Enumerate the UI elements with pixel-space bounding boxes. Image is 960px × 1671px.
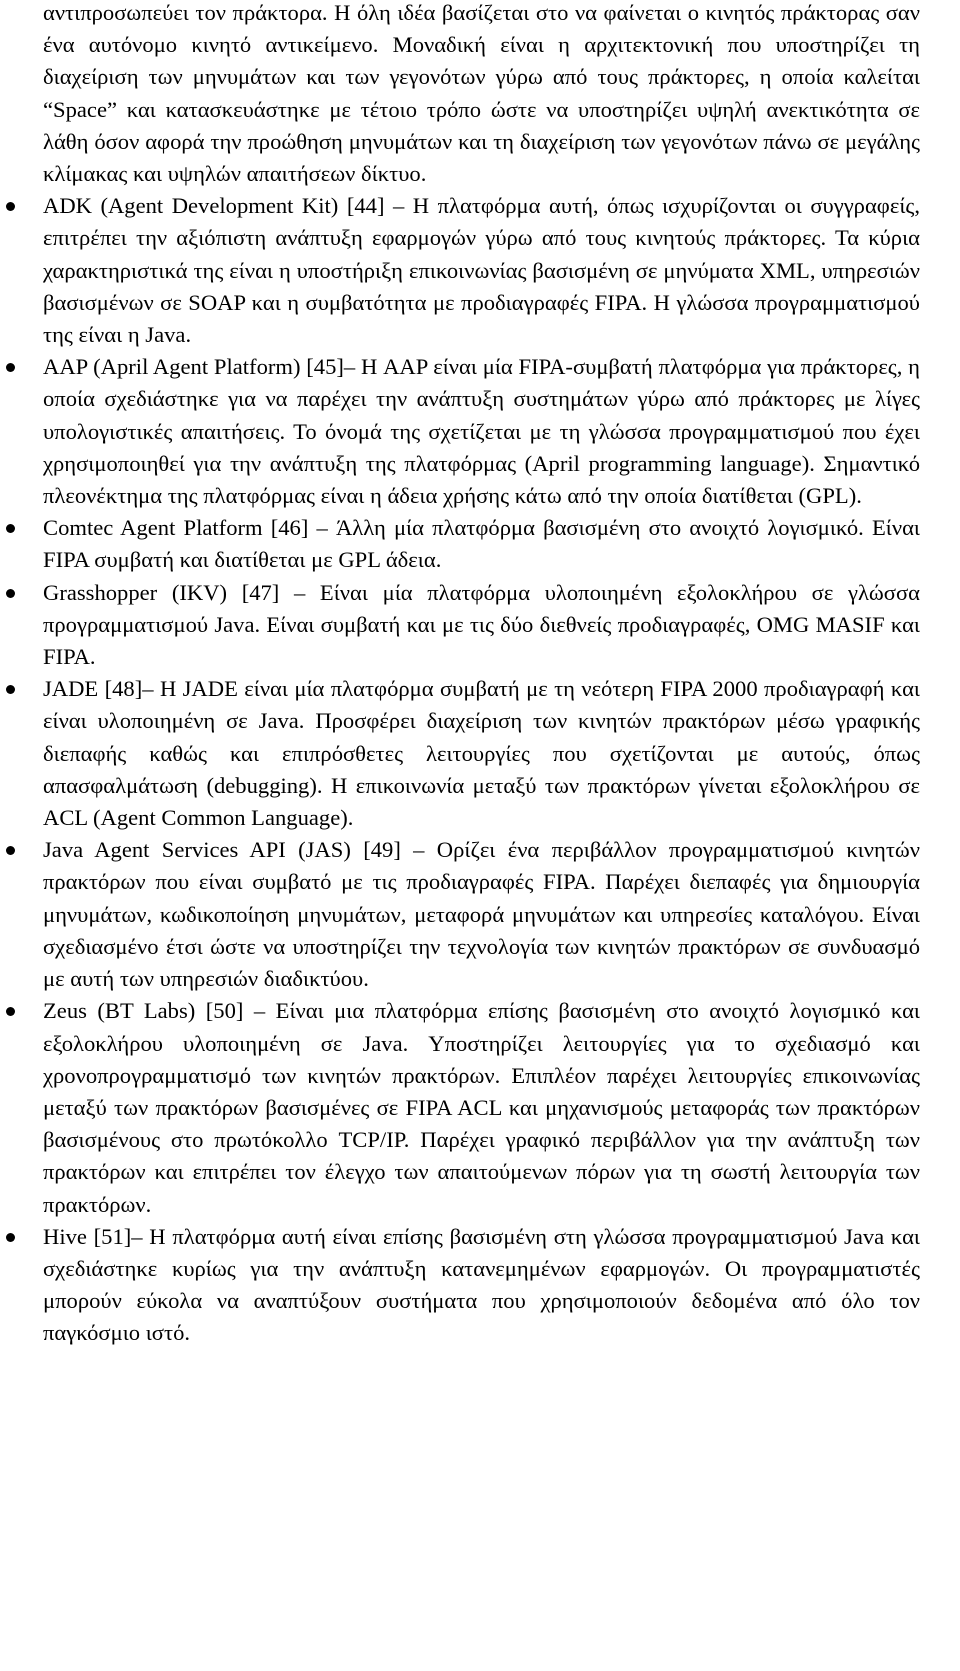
platform-list [0,190,920,1349]
bullet-icon [6,846,15,855]
bullet-icon [6,1007,15,1016]
bullet-icon [6,524,15,533]
intro-paragraph: αντιπροσωπεύει τον πράκτορα. Η όλη ιδέα βασίζεται στο να φαίνεται ο κινητός πράκτορας σαν ένα αυτόνομο κινητό αντικείμενο. Μοναδική είναι η αρχιτεκτονική που υποστηρίζει τη διαχείριση των μηνυμάτων και των γεγονότων γύρω από τους πράκτορες, η οποία καλείται “Space” και κατασκευάστηκε με τέτοιο τρόπο ώστε να υποστηρίζει υψηλή ανεκτικότητα σε λάθη όσον αφορά την προώθηση μηνυμάτων και τη διαχείριση των γεγονότων πάνω σε μεγάλης κλίμακας και υψηλών απαιτήσεων δίκτυο. [43,0,920,187]
list-item-zeus [43,995,920,1220]
bullet-icon [6,685,15,694]
list-item-text: Zeus (BT Labs) [50] – Είναι μια πλατφόρμα επίσης βασισμένη στο ανοιχτό λογισμικό και εξολοκλήρου υλοποιημένη σε Java. Υποστηρίζει λειτουργίες για το σχεδιασμό και χρονοπρογραμματισμό των κινητών πρακτόρων. Επιπλέον παρέχει λειτουργίες επικοινωνίας μεταξύ των πρακτόρων βασισμένες σε FIPA ACL και μηχανισμούς μεταφοράς των πρακτόρων βασισμένους στο πρωτόκολλο TCP/IP. Παρέχει γραφικό περιβάλλον για την ανάπτυξη των πρακτόρων και επιτρέπει τον έλεγχο των απαιτούμενων πόρων για τη σωστή λειτουργία των πρακτόρων. [43,998,920,1217]
bullet-icon [6,202,15,211]
list-item-text: ADK (Agent Development Kit) [44] – Η πλατφόρμα αυτή, όπως ισχυρίζονται οι συγγραφείς, επιτρέπει την αξιόπιστη ανάπτυξη εφαρμογών γύρω από τους κινητούς πράκτορες. Τα κύρια χαρακτηριστικά της είναι η υποστήριξη επικοινωνίας βασισμένη σε μηνύματα XML, υπηρεσιών βασισμένων σε SOAP και η συμβατότητα με προδιαγραφές FIPA. Η γλώσσα προγραμματισμού της είναι η Java. [43,193,920,348]
list-item-text: Java Agent Services API (JAS) [49] – Ορίζει ένα περιβάλλον προγραμματισμού κινητών πρακτόρων που είναι συμβατό με τις προδιαγραφές FIPA. Παρέχει διεπαφές για δημιουργία μηνυμάτων, κωδικοποίηση μηνυμάτων, μεταφορά μηνυμάτων και υπηρεσίες καταλόγου. Είναι σχεδιασμένο έτσι ώστε να υποστηρίζει την τεχνολογία των κινητών πρακτόρων σε συνδυασμό με αυτή των υπηρεσιών διαδικτύου. [43,837,920,992]
list-item-adk [43,190,920,351]
list-item-comtec [43,512,920,576]
list-item-text: JADE [48]– Η JADE είναι μία πλατφόρμα συμβατή με τη νεότερη FIPA 2000 προδιαγραφή και είναι υλοποιημένη σε Java. Προσφέρει διαχείριση των κινητών πρακτόρων μέσω γραφικής διεπαφής καθώς και επιπρόσθετες λειτουργίες που σχετίζονται με αυτούς, όπως απασφαλμάτωση (debugging). Η επικοινωνία μεταξύ των πρακτόρων γίνεται εξολοκλήρου σε ACL (Agent Common Language). [43,676,920,831]
list-item-text: AAP (April Agent Platform) [45]– Η AAP είναι μία FIPA-συμβατή πλατφόρμα για πράκτορες, η οποία σχεδιάστηκε για να παρέχει την ανάπτυξη συστημάτων γύρω από πράκτορες με λίγες υπολογιστικές απαιτήσεις. Το όνομά της σχετίζεται με τη γλώσσα προγραμματισμού που έχει χρησιμοποιηθεί για την ανάπτυξη της πλατφόρμας (April programming language). Σημαντικό πλεονέκτημα της πλατφόρμας είναι η άδεια χρήσης κάτω από την οποία διατίθεται (GPL). [43,354,920,509]
list-item-text: Hive [51]– Η πλατφόρμα αυτή είναι επίσης βασισμένη στη γλώσσα προγραμματισμού Java και σχεδιάστηκε κυρίως για την ανάπτυξη κατανεμημένων εφαρμογών. Οι προγραμματιστές μπορούν εύκολα να αναπτύξουν συστήματα που χρησιμοποιούν δεδομένα από όλο τον παγκόσμιο ιστό. [43,1223,920,1346]
list-item-hive [43,1221,920,1350]
list-item-aap [43,351,920,512]
list-item-grasshopper [43,577,920,674]
list-item-jas [43,834,920,995]
list-item-text: Grasshopper (IKV) [47] – Είναι μία πλατφόρμα υλοποιημένη εξολοκλήρου σε γλώσσα προγραμματισμού Java. Είναι συμβατή και με τις δύο διεθνείς προδιαγραφές, OMG MASIF και FIPA. [43,579,920,670]
list-item-jade [43,673,920,834]
bullet-icon [6,1233,15,1242]
bullet-icon [6,363,15,372]
list-item-text: Comtec Agent Platform [46] – Άλλη μία πλατφόρμα βασισμένη στο ανοιχτό λογισμικό. Είναι FIPA συμβατή και διατίθεται με GPL άδεια. [43,515,920,573]
bullet-icon [6,589,15,598]
